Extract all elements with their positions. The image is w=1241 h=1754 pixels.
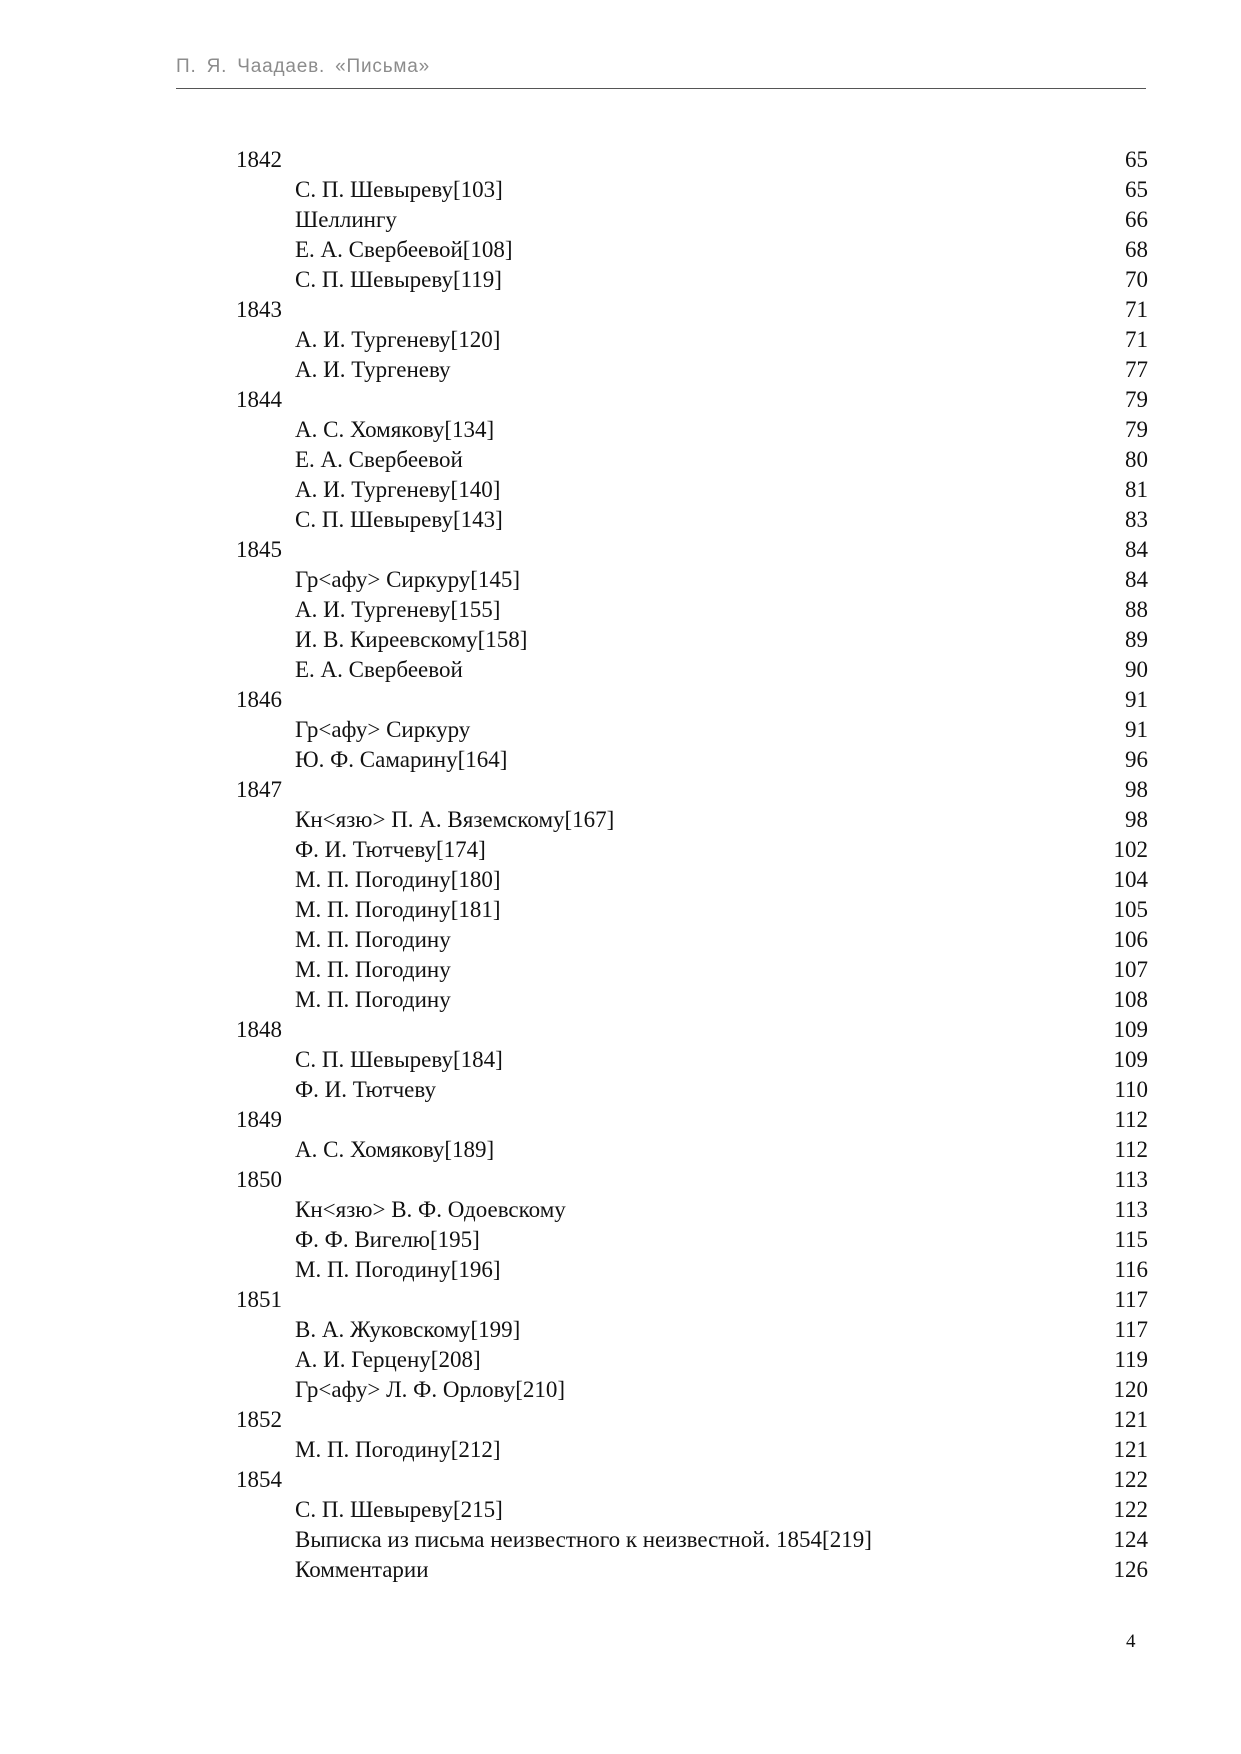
toc-entry[interactable]	[236, 325, 1148, 355]
toc-page-number: 81	[1125, 477, 1148, 502]
toc-entry[interactable]	[236, 625, 1148, 655]
toc-page-number: 106	[1113, 927, 1148, 952]
toc-title: 1848	[236, 1017, 282, 1042]
toc-page-number: 113	[1114, 1197, 1148, 1222]
toc-title: Е. А. Свербеевой	[295, 657, 463, 682]
toc-page-number: 79	[1125, 387, 1148, 412]
toc-page-number: 71	[1125, 297, 1148, 322]
toc-entry[interactable]	[236, 415, 1148, 445]
toc-year-heading[interactable]	[236, 775, 1148, 805]
toc-page-number: 84	[1125, 537, 1148, 562]
toc-page-number: 115	[1114, 1227, 1148, 1252]
toc-year-heading[interactable]	[236, 1285, 1148, 1315]
toc-title: С. П. Шевыреву[119]	[295, 267, 502, 292]
toc-title: Выписка из письма неизвестного к неизвестной. 1854[219]	[295, 1527, 872, 1552]
toc-page-number: 70	[1125, 267, 1148, 292]
toc-year-heading[interactable]	[236, 535, 1148, 565]
toc-year-heading[interactable]	[236, 685, 1148, 715]
toc-page-number: 84	[1125, 567, 1148, 592]
toc-title: 1849	[236, 1107, 282, 1132]
toc-page-number: 119	[1114, 1347, 1148, 1372]
running-header: П. Я. Чаадаев. «Письма»	[176, 56, 430, 77]
toc-page-number: 77	[1125, 357, 1148, 382]
toc-title: А. И. Тургеневу[120]	[295, 327, 501, 352]
toc-entry[interactable]	[236, 715, 1148, 745]
toc-entry[interactable]	[236, 1435, 1148, 1465]
toc-page-number: 91	[1125, 717, 1148, 742]
toc-entry[interactable]	[236, 1045, 1148, 1075]
toc-title: 1852	[236, 1407, 282, 1432]
toc-entry[interactable]	[236, 835, 1148, 865]
toc-title: 1854	[236, 1467, 282, 1492]
page-number: 4	[1126, 1631, 1136, 1652]
toc-title: Кн<язю> В. Ф. Одоевскому	[295, 1197, 566, 1222]
toc-title: Шеллингу	[295, 207, 397, 232]
toc-page-number: 108	[1113, 987, 1148, 1012]
toc-entry[interactable]	[236, 865, 1148, 895]
toc-title: М. П. Погодину[181]	[295, 897, 501, 922]
toc-title: М. П. Погодину[196]	[295, 1257, 501, 1282]
toc-page-number: 109	[1113, 1047, 1148, 1072]
toc-title: А. С. Хомякову[134]	[295, 417, 495, 442]
toc-title: Гр<афу> Сиркуру	[295, 717, 471, 742]
toc-entry[interactable]	[236, 1225, 1148, 1255]
toc-title: Гр<афу> Сиркуру[145]	[295, 567, 521, 592]
toc-page-number: 68	[1125, 237, 1148, 262]
toc-title: Ф. И. Тютчеву	[295, 1077, 436, 1102]
toc-page-number: 89	[1125, 627, 1148, 652]
toc-year-heading[interactable]	[236, 1015, 1148, 1045]
toc-entry[interactable]	[236, 745, 1148, 775]
toc-entry[interactable]	[236, 1375, 1148, 1405]
toc-entry[interactable]	[236, 1135, 1148, 1165]
toc-page-number: 117	[1114, 1287, 1148, 1312]
toc-title: М. П. Погодину[212]	[295, 1437, 501, 1462]
toc-entry[interactable]	[236, 1195, 1148, 1225]
toc-title: Гр<афу> Л. Ф. Орлову[210]	[295, 1377, 566, 1402]
toc-entry[interactable]	[236, 955, 1148, 985]
toc-entry[interactable]	[236, 1315, 1148, 1345]
toc-page-number: 121	[1113, 1437, 1148, 1462]
toc-title: Е. А. Свербеевой	[295, 447, 463, 472]
toc-page-number: 71	[1125, 327, 1148, 352]
toc-page-number: 80	[1125, 447, 1148, 472]
toc-page-number: 65	[1125, 177, 1148, 202]
toc-page-number: 122	[1113, 1467, 1148, 1492]
toc-title: А. С. Хомякову[189]	[295, 1137, 495, 1162]
toc-page-number: 121	[1113, 1407, 1148, 1432]
toc-entry[interactable]	[236, 505, 1148, 535]
toc-title: Е. А. Свербеевой[108]	[295, 237, 513, 262]
toc-year-heading[interactable]	[236, 145, 1148, 175]
toc-entry[interactable]	[236, 445, 1148, 475]
toc-title: 1843	[236, 297, 282, 322]
toc-year-heading[interactable]	[236, 1465, 1148, 1495]
toc-title: М. П. Погодину	[295, 957, 451, 982]
toc-entry[interactable]	[236, 235, 1148, 265]
toc-year-heading[interactable]	[236, 1105, 1148, 1135]
toc-page-number: 104	[1113, 867, 1148, 892]
toc-entry[interactable]	[236, 1075, 1148, 1105]
toc-page-number: 117	[1114, 1317, 1148, 1342]
toc-entry[interactable]	[236, 925, 1148, 955]
toc-entry[interactable]	[236, 985, 1148, 1015]
toc-page-number: 66	[1125, 207, 1148, 232]
toc-entry[interactable]	[236, 565, 1148, 595]
toc-page-number: 113	[1114, 1167, 1148, 1192]
toc-page-number: 91	[1125, 687, 1148, 712]
toc-year-heading[interactable]	[236, 295, 1148, 325]
toc-title: С. П. Шевыреву[215]	[295, 1497, 503, 1522]
toc-page-number: 112	[1114, 1137, 1148, 1162]
toc-title: 1844	[236, 387, 282, 412]
toc-page-number: 124	[1113, 1527, 1148, 1552]
toc-title: 1847	[236, 777, 282, 802]
toc-page-number: 126	[1113, 1557, 1148, 1582]
toc-page-number: 83	[1125, 507, 1148, 532]
toc-entry[interactable]	[236, 595, 1148, 625]
toc-entry[interactable]	[236, 1345, 1148, 1375]
toc-title: В. А. Жуковскому[199]	[295, 1317, 521, 1342]
toc-page-number: 96	[1125, 747, 1148, 772]
toc-entry[interactable]	[236, 475, 1148, 505]
toc-title: А. И. Тургеневу[140]	[295, 477, 501, 502]
toc-title: Комментарии	[295, 1557, 429, 1582]
toc-title: А. И. Тургеневу	[295, 357, 451, 382]
toc-page-number: 112	[1114, 1107, 1148, 1132]
toc-title: Кн<язю> П. А. Вяземскому[167]	[295, 807, 615, 832]
toc-entry[interactable]	[236, 205, 1148, 235]
toc-year-heading[interactable]	[236, 1165, 1148, 1195]
toc-page-number: 107	[1113, 957, 1148, 982]
toc-entry[interactable]	[236, 265, 1148, 295]
toc-page-number: 116	[1114, 1257, 1148, 1282]
toc-page-number: 65	[1125, 147, 1148, 172]
toc-page-number: 120	[1113, 1377, 1148, 1402]
toc-page-number: 79	[1125, 417, 1148, 442]
toc-title: С. П. Шевыреву[184]	[295, 1047, 503, 1072]
toc-page-number: 98	[1125, 807, 1148, 832]
toc-title: С. П. Шевыреву[143]	[295, 507, 503, 532]
toc-entry[interactable]	[236, 355, 1148, 385]
toc-title: 1846	[236, 687, 282, 712]
toc-page-number: 109	[1113, 1017, 1148, 1042]
toc-entry[interactable]	[236, 655, 1148, 685]
toc-title: Ю. Ф. Самарину[164]	[295, 747, 508, 772]
toc-page-number: 90	[1125, 657, 1148, 682]
toc-title: А. И. Тургеневу[155]	[295, 597, 501, 622]
toc-title: И. В. Киреевскому[158]	[295, 627, 528, 652]
toc-title: А. И. Герцену[208]	[295, 1347, 481, 1372]
toc-entry[interactable]	[236, 1255, 1148, 1285]
toc-page-number: 102	[1113, 837, 1148, 862]
toc-entry[interactable]	[236, 805, 1148, 835]
toc-title: М. П. Погодину	[295, 987, 451, 1012]
toc-title: М. П. Погодину	[295, 927, 451, 952]
toc-entry[interactable]	[236, 895, 1148, 925]
toc-entry[interactable]	[236, 1555, 1148, 1585]
toc-title: Ф. Ф. Вигелю[195]	[295, 1227, 480, 1252]
toc-title: 1850	[236, 1167, 282, 1192]
toc-title: 1842	[236, 147, 282, 172]
toc-year-heading[interactable]	[236, 1405, 1148, 1435]
toc-title: Ф. И. Тютчеву[174]	[295, 837, 486, 862]
toc-year-heading[interactable]	[236, 385, 1148, 415]
header-divider	[176, 88, 1146, 89]
toc-entry[interactable]	[236, 1495, 1148, 1525]
toc-title: С. П. Шевыреву[103]	[295, 177, 503, 202]
toc-title: 1851	[236, 1287, 282, 1312]
toc-page-number: 88	[1125, 597, 1148, 622]
toc-page-number: 110	[1114, 1077, 1148, 1102]
toc-page-number: 98	[1125, 777, 1148, 802]
toc-entry[interactable]	[236, 175, 1148, 205]
table-of-contents	[236, 145, 1148, 1585]
toc-title: 1845	[236, 537, 282, 562]
toc-title: М. П. Погодину[180]	[295, 867, 501, 892]
toc-page-number: 105	[1113, 897, 1148, 922]
toc-page-number: 122	[1113, 1497, 1148, 1522]
toc-entry[interactable]	[236, 1525, 1148, 1555]
